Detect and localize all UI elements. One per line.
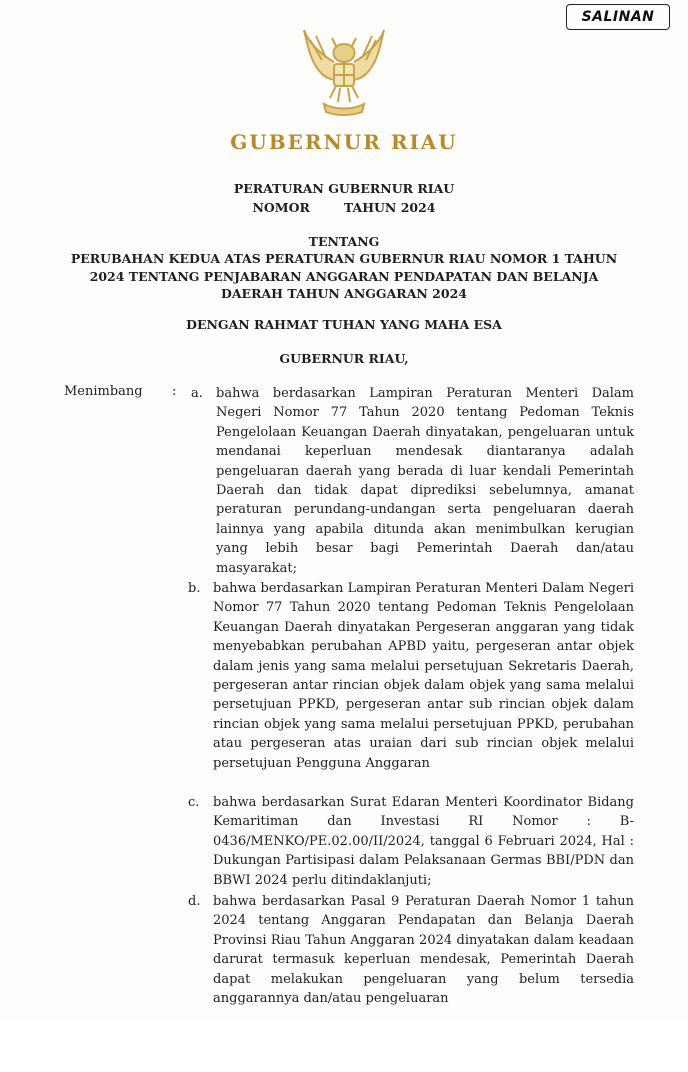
item-text: bahwa berdasarkan Surat Edaran Menteri Koordinator Bidang Kemaritiman dan Investasi RI Nomor : B-0436/MENKO/PE.02.00/II/2024, tanggal 6 Februari 2024, Hal : Dukungan Partisipasi dalam Pelaksanaan Germas BBI/PDN dan BBWI 2024 perlu ditindaklanjuti; xyxy=(213,795,634,888)
item-marker: d. xyxy=(188,894,201,909)
considering-item xyxy=(188,793,634,890)
considering-label: Menimbang xyxy=(64,384,143,399)
year-label: TAHUN 2024 xyxy=(343,200,436,215)
item-text: bahwa berdasarkan Lampiran Peraturan Menteri Dalam Negeri Nomor 77 Tahun 2020 tentang Pedoman Teknis Pengelolaan Keuangan Daerah dinyatakan Pergeseran anggaran yang tidak menyebabkan perubahan APBD yaitu, pergeseran antar objek dalam jenis yang sama melalui persetujuan Sekretaris Daerah, pergeseran antar rincian objek dalam objek yang sama melalui persetujuan PPKD, pergeseran antar sub rincian objek dalam rincian objek yang sama melalui persetujuan PPKD, perubahan atau pergeseran atas uraian dari sub rincian objek melalui persetujuan Pengguna Anggaran xyxy=(213,581,634,771)
number-label: NOMOR xyxy=(252,200,310,215)
considering-item xyxy=(188,892,634,1008)
about-label: TENTANG xyxy=(308,234,380,249)
item-marker: a. xyxy=(191,386,203,401)
subject-line: DAERAH TAHUN ANGGARAN 2024 xyxy=(221,286,467,301)
considering-item xyxy=(191,384,634,578)
item-text: bahwa berdasarkan Lampiran Peraturan Menteri Dalam Negeri Nomor 77 Tahun 2020 tentang Pedoman Teknis Pengelolaan Keuangan Daerah dinyatakan, pengeluaran untuk mendanai keperluan mendesak diantaranya adalah pengeluaran daerah yang berada di luar kendali Pemerintah Daerah dan tidak dapat diprediksi sebelumnya, amanat peraturan perundang-undangan serta pengeluaran daerah lainnya yang apabila ditunda akan menimbulkan kerugian yang lebih besar bagi Pemerintah Daerah dan/atau masyarakat; xyxy=(216,386,634,576)
item-text: bahwa berdasarkan Pasal 9 Peraturan Daerah Nomor 1 tahun 2024 tentang Anggaran Pendapatan dan Belanja Daerah Provinsi Riau Tahun Anggaran 2024 dinyatakan dalam keadaan darurat termasuk keperluan mendesak, Pemerintah Daerah dapat melakukan pengeluaran yang belum tersedia anggarannya dan/atau pengeluaran xyxy=(213,894,634,1007)
subject-line: PERUBAHAN KEDUA ATAS PERATURAN GUBERNUR RIAU NOMOR 1 TAHUN xyxy=(70,251,618,266)
subject-line: 2024 TENTANG PENJABARAN ANGGARAN PENDAPATAN DAN BELANJA xyxy=(89,268,599,284)
signatory-title: GUBERNUR RIAU, xyxy=(279,351,409,366)
item-marker: c. xyxy=(188,795,200,810)
regulation-line: PERATURAN GUBERNUR RIAU xyxy=(233,181,455,196)
regulation-number-line xyxy=(40,199,648,217)
government-title: GUBERNUR RIAU xyxy=(230,130,458,154)
garuda-emblem-icon xyxy=(296,24,392,120)
regulation-subject xyxy=(40,250,648,303)
blessing-line: DENGAN RAHMAT TUHAN YANG MAHA ESA xyxy=(186,317,502,332)
considering-item xyxy=(188,579,634,773)
salinan-stamp: SALINAN xyxy=(566,4,670,30)
item-marker: b. xyxy=(188,581,201,596)
considering-colon: : xyxy=(172,384,177,399)
